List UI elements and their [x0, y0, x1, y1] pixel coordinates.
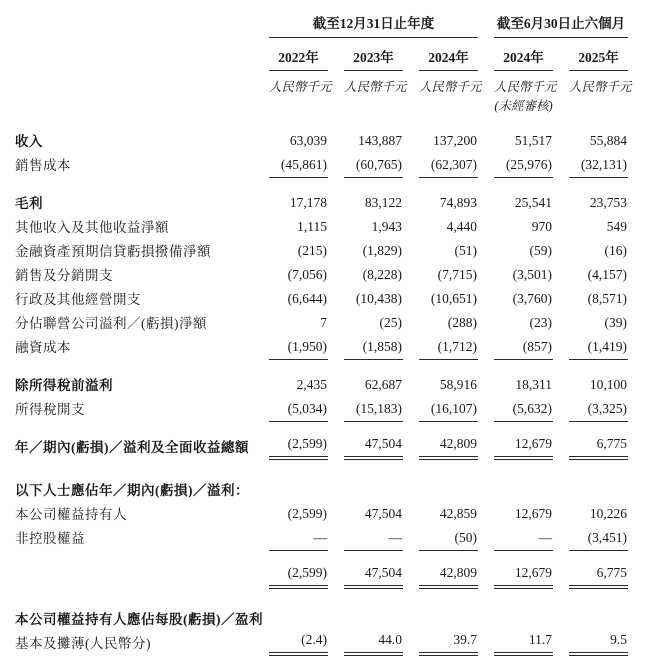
period-group-row — [15, 10, 628, 38]
cell-value: 25,541 — [514, 195, 553, 210]
row-label: 銷售及分銷開支 — [15, 268, 113, 283]
cell-value: 63,039 — [289, 133, 327, 148]
cell-value: (5,034) — [269, 401, 328, 422]
cell-value: 47,504 — [344, 565, 403, 589]
row-label: 行政及其他經營開支 — [15, 292, 141, 307]
table-row — [15, 240, 628, 264]
cell-value: (51) — [454, 243, 478, 258]
table-row — [15, 398, 628, 422]
cell-value: — — [494, 530, 553, 551]
cell-value: (1,712) — [419, 339, 478, 360]
table-row — [15, 436, 628, 460]
spacer-row — [15, 360, 628, 374]
cell-value: 42,809 — [419, 436, 478, 460]
cell-value: 12,679 — [494, 436, 553, 460]
spacer-row — [15, 551, 628, 565]
table-row — [15, 288, 628, 312]
year-header-row — [15, 38, 628, 71]
spacer-row — [15, 460, 628, 479]
cell-value: (2,599) — [287, 506, 327, 521]
currency-unit: 人民幣千元 — [569, 80, 632, 94]
cell-value: 23,753 — [589, 195, 628, 210]
cell-value: (15,183) — [344, 401, 403, 422]
cell-value: 12,679 — [514, 506, 553, 521]
currency-unit: 人民幣千元 — [494, 80, 557, 94]
unit-header-row — [15, 71, 628, 95]
cell-value: 58,916 — [439, 377, 478, 392]
cell-value: 18,311 — [515, 377, 553, 392]
table-header — [15, 10, 632, 130]
cell-value: (16) — [604, 243, 628, 258]
table-body — [15, 130, 628, 656]
table-row — [15, 479, 628, 503]
cell-value: 44.0 — [344, 632, 403, 656]
cell-value: 6,775 — [569, 565, 628, 589]
table-row — [15, 264, 628, 288]
table-row — [15, 527, 628, 551]
cell-value: (1,829) — [362, 243, 402, 258]
cell-value: 1,115 — [297, 219, 327, 234]
period-group-interim: 截至6月30日止六個月 — [494, 10, 628, 38]
cell-value: 11.7 — [494, 632, 553, 656]
cell-value: (1,419) — [569, 339, 628, 360]
cell-value: 51,517 — [514, 133, 553, 148]
table-row — [15, 565, 628, 589]
cell-value: (16,107) — [419, 401, 478, 422]
cell-value: (10,438) — [355, 291, 402, 306]
table-row — [15, 216, 628, 240]
cell-value: — — [269, 530, 328, 551]
table-row — [15, 632, 628, 656]
cell-value: (32,131) — [569, 157, 628, 178]
row-label: 非控股權益 — [15, 531, 85, 546]
cell-value: (45,861) — [269, 157, 328, 178]
cell-value: (50) — [419, 530, 478, 551]
table-row — [15, 130, 628, 154]
year-header: 2025年 — [569, 43, 628, 71]
cell-value: (62,307) — [419, 157, 478, 178]
table-row — [15, 154, 628, 178]
unaudited-note: (未經審核) — [494, 99, 553, 113]
row-label — [15, 565, 253, 589]
cell-value: (3,501) — [512, 267, 553, 282]
row-label: 毛利 — [15, 196, 43, 211]
row-label: 以下人士應佔年／期內(虧損)／溢利： — [15, 483, 249, 498]
cell-value: 6,775 — [569, 436, 628, 460]
table-row — [15, 608, 628, 632]
cell-value: 12,679 — [494, 565, 553, 589]
cell-value: (10,651) — [430, 291, 478, 306]
cell-value: (2.4) — [269, 632, 328, 656]
cell-value: 7 — [320, 315, 327, 330]
row-label: 除所得稅前溢利 — [15, 378, 113, 393]
table-row — [15, 312, 628, 336]
table-row — [15, 192, 628, 216]
currency-unit: 人民幣千元 — [344, 80, 407, 94]
unaudited-note-row — [15, 95, 628, 114]
cell-value: 10,226 — [589, 506, 628, 521]
spacer-row — [15, 422, 628, 436]
period-group-annual: 截至12月31日止年度 — [269, 10, 478, 38]
cell-value: (7,715) — [437, 267, 478, 282]
year-header: 2022年 — [269, 43, 328, 71]
financial-summary-table — [15, 10, 632, 656]
cell-value: (7,056) — [287, 267, 327, 282]
cell-value: 47,504 — [344, 436, 403, 460]
cell-value: 549 — [606, 219, 628, 234]
cell-value: 17,178 — [289, 195, 327, 210]
table-row — [15, 374, 628, 398]
header-gap — [15, 114, 628, 130]
cell-value: (215) — [297, 243, 327, 258]
cell-value: (39) — [604, 315, 628, 330]
cell-value: (5,632) — [494, 401, 553, 422]
cell-value: 62,687 — [364, 377, 402, 392]
cell-value: (60,765) — [344, 157, 403, 178]
cell-value: (6,644) — [287, 291, 327, 306]
spacer-row — [15, 178, 628, 192]
cell-value: (23) — [529, 315, 553, 330]
table-row — [15, 503, 628, 527]
cell-value: (3,451) — [569, 530, 628, 551]
cell-value: 137,200 — [433, 133, 478, 148]
row-label: 本公司權益持有人 — [15, 507, 127, 522]
row-label: 本公司權益持有人應佔每股(虧損)／盈利 — [15, 612, 263, 627]
spacer-row — [15, 589, 628, 608]
year-header: 2024年 — [494, 43, 553, 71]
cell-value: (1,858) — [344, 339, 403, 360]
cell-value: (8,228) — [362, 267, 402, 282]
row-label: 收入 — [15, 134, 43, 149]
cell-value: 39.7 — [419, 632, 478, 656]
cell-value: (3,760) — [512, 291, 553, 306]
table-row — [15, 336, 628, 360]
cell-value: (59) — [529, 243, 553, 258]
cell-value: (2,599) — [269, 565, 328, 589]
year-header: 2024年 — [419, 43, 478, 71]
cell-value: 1,943 — [371, 219, 402, 234]
cell-value: (857) — [494, 339, 553, 360]
cell-value: 83,122 — [364, 195, 402, 210]
cell-value: 42,809 — [419, 565, 478, 589]
row-label: 其他收入及其他收益淨額 — [15, 220, 169, 235]
cell-value: 55,884 — [589, 133, 628, 148]
cell-value: (8,571) — [587, 291, 628, 306]
cell-value: (2,599) — [269, 436, 328, 460]
row-label: 銷售成本 — [15, 158, 71, 173]
row-label: 所得稅開支 — [15, 402, 85, 417]
cell-value: 74,893 — [439, 195, 478, 210]
cell-value: 9.5 — [569, 632, 628, 656]
cell-value: (1,950) — [269, 339, 328, 360]
cell-value: 4,440 — [446, 219, 478, 234]
cell-value: (25,976) — [494, 157, 553, 178]
row-label: 年／期內(虧損)／溢利及全面收益總額 — [15, 440, 249, 455]
row-label: 融資成本 — [15, 340, 71, 355]
year-header: 2023年 — [344, 43, 403, 71]
cell-value: 10,100 — [589, 377, 628, 392]
currency-unit: 人民幣千元 — [269, 80, 332, 94]
cell-value: (3,325) — [569, 401, 628, 422]
cell-value: (288) — [447, 315, 478, 330]
cell-value: 42,859 — [439, 506, 478, 521]
row-label: 分佔聯營公司溢利／(虧損)淨額 — [15, 316, 207, 331]
row-label: 基本及攤薄(人民幣分) — [15, 636, 151, 651]
cell-value: (4,157) — [587, 267, 628, 282]
cell-value: 143,887 — [358, 133, 402, 148]
currency-unit: 人民幣千元 — [419, 80, 482, 94]
cell-value: 2,435 — [296, 377, 327, 392]
cell-value: (25) — [379, 315, 402, 330]
cell-value: 47,504 — [364, 506, 402, 521]
cell-value: 970 — [531, 219, 553, 234]
cell-value: — — [344, 530, 403, 551]
row-label: 金融資產預期信貸虧損撥備淨額 — [15, 244, 211, 259]
